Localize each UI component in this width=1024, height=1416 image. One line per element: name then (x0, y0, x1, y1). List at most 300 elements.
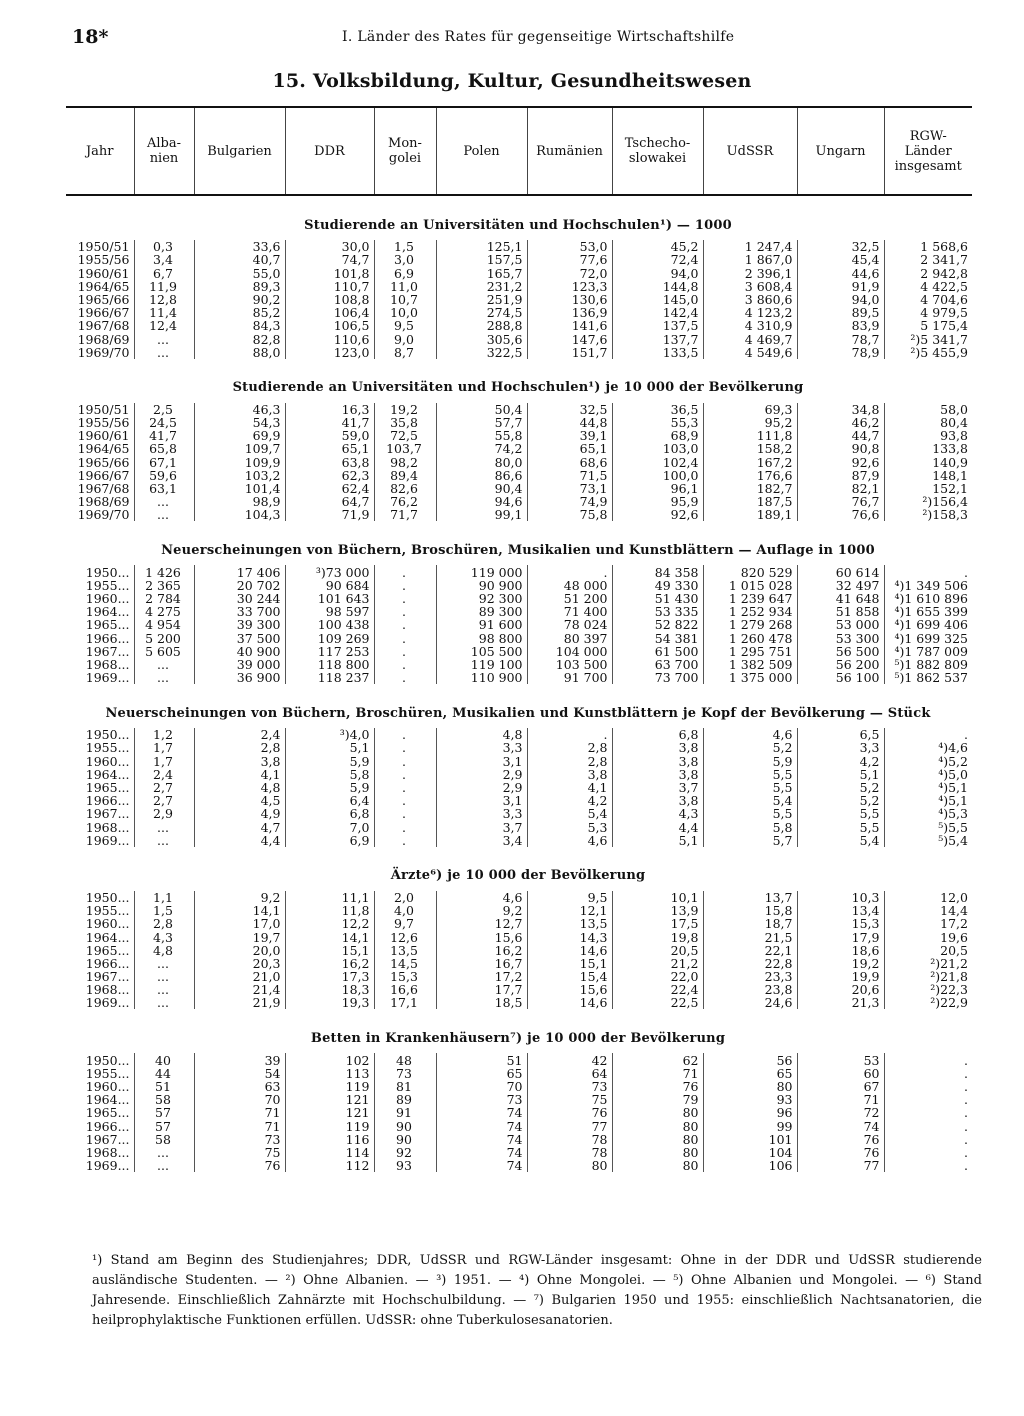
value-cell-hungary: 90,8 (797, 442, 884, 455)
value-cell-czechoslovakia: 49 330 (612, 579, 703, 592)
value-cell-ussr: 5,9 (703, 754, 797, 767)
year-cell: 1950... (85, 1052, 130, 1068)
value-cell-poland: 3,3 (436, 741, 527, 754)
value-cell-ussr: 69,3 (703, 403, 797, 416)
value-cell-comecon-total: ⁴)1 699 325 (884, 631, 972, 644)
value-cell-comecon-total: . (884, 1119, 972, 1132)
footnotes (92, 1251, 982, 1331)
value-cell-bulgaria: 21,4 (194, 983, 285, 996)
value-cell-albania: ... (134, 1159, 194, 1172)
value-cell-albania: 5 605 (134, 645, 194, 658)
table-row (66, 1093, 972, 1106)
value-cell-poland: 86,6 (436, 469, 527, 482)
value-cell-gdr: 113 (285, 1067, 374, 1080)
value-cell-ussr: 4 549,6 (703, 346, 797, 359)
value-cell-ussr: 3 860,6 (703, 293, 797, 306)
value-cell-comecon-total: 140,9 (884, 455, 972, 468)
value-cell-gdr: ³)73 000 (285, 565, 374, 578)
value-cell-comecon-total: . (884, 1093, 972, 1106)
value-cell-hungary: 77 (797, 1159, 884, 1172)
value-cell-hungary: 32 497 (797, 579, 884, 592)
year-cell: 1955... (85, 1065, 130, 1081)
value-cell-poland: 74,2 (436, 442, 527, 455)
value-cell-bulgaria: 33 700 (194, 605, 285, 618)
value-cell-czechoslovakia: 142,4 (612, 306, 703, 319)
value-cell-albania: 2,4 (134, 768, 194, 781)
value-cell-ussr: 1 279 268 (703, 618, 797, 631)
table-row (66, 834, 972, 847)
value-cell-poland: 74 (436, 1106, 527, 1119)
value-cell-albania: 12,4 (134, 319, 194, 332)
value-cell-poland: 322,5 (436, 346, 527, 359)
value-cell-bulgaria: 76 (194, 1159, 285, 1172)
year-cell: 1968... (85, 656, 130, 672)
value-cell-albania: 40 (134, 1053, 194, 1066)
value-cell-hungary: 5,5 (797, 807, 884, 820)
value-cell-albania: 41,7 (134, 429, 194, 442)
year-cell: 1965/66 (77, 291, 130, 307)
value-cell-comecon-total: ²)21,2 (884, 957, 972, 970)
value-cell-gdr: 5,1 (285, 741, 374, 754)
value-cell-ussr: 1 375 000 (703, 671, 797, 684)
value-cell-bulgaria: 75 (194, 1146, 285, 1159)
value-cell-bulgaria: 39 (194, 1053, 285, 1066)
value-cell-romania: 39,1 (527, 429, 612, 442)
value-cell-mongolia: 3,0 (374, 253, 436, 266)
value-cell-hungary: 92,6 (797, 455, 884, 468)
value-cell-comecon-total: ⁴)5,1 (884, 781, 972, 794)
value-cell-gdr: 11,1 (285, 891, 374, 904)
table-row (66, 996, 972, 1009)
table-header (66, 107, 972, 195)
value-cell-romania: 14,6 (527, 996, 612, 1009)
value-cell-bulgaria: 73 (194, 1133, 285, 1146)
value-cell-czechoslovakia: 5,1 (612, 834, 703, 847)
value-cell-comecon-total: . (884, 1080, 972, 1093)
value-cell-albania: 12,8 (134, 293, 194, 306)
value-cell-czechoslovakia: 21,2 (612, 957, 703, 970)
value-cell-czechoslovakia: 73 700 (612, 671, 703, 684)
year-cell: 1965... (85, 942, 130, 958)
year-cell: 1965... (85, 1105, 130, 1121)
value-cell-bulgaria: 70 (194, 1093, 285, 1106)
value-cell-comecon-total: 4 422,5 (884, 280, 972, 293)
value-cell-bulgaria: 4,5 (194, 794, 285, 807)
value-cell-poland: 3,3 (436, 807, 527, 820)
value-cell-czechoslovakia: 20,5 (612, 944, 703, 957)
value-cell-bulgaria: 69,9 (194, 429, 285, 442)
value-cell-albania: ... (134, 834, 194, 847)
value-cell-albania: 2,9 (134, 807, 194, 820)
value-cell-mongolia: 92 (374, 1146, 436, 1159)
value-cell-bulgaria: 37 500 (194, 631, 285, 644)
value-cell-ussr: 158,2 (703, 442, 797, 455)
value-cell-ussr: 106 (703, 1159, 797, 1172)
table-row (66, 1119, 972, 1132)
value-cell-czechoslovakia: 80 (612, 1119, 703, 1132)
table-row (66, 416, 972, 429)
value-cell-comecon-total: . (884, 1067, 972, 1080)
value-cell-bulgaria: 17 406 (194, 565, 285, 578)
value-cell-mongolia: . (374, 741, 436, 754)
value-cell-ussr: 80 (703, 1080, 797, 1093)
value-cell-poland: 2,9 (436, 768, 527, 781)
value-cell-poland: 157,5 (436, 253, 527, 266)
value-cell-mongolia: 98,2 (374, 455, 436, 468)
value-cell-poland: 73 (436, 1093, 527, 1106)
value-cell-albania: 2 365 (134, 579, 194, 592)
value-cell-gdr: 118 800 (285, 658, 374, 671)
value-cell-czechoslovakia: 80 (612, 1159, 703, 1172)
value-cell-comecon-total: 2 341,7 (884, 253, 972, 266)
value-cell-czechoslovakia: 54 381 (612, 631, 703, 644)
value-cell-bulgaria: 85,2 (194, 306, 285, 319)
value-cell-comecon-total: 14,4 (884, 904, 972, 917)
value-cell-gdr: 90 684 (285, 579, 374, 592)
value-cell-hungary: 44,7 (797, 429, 884, 442)
value-cell-ussr: 5,2 (703, 741, 797, 754)
value-cell-poland: 110 900 (436, 671, 527, 684)
section-title: Neuerscheinungen von Büchern, Broschüren, Musikalien und Kunstblättern je Kopf der Bevölkerung — Stück (105, 705, 931, 721)
table-row (66, 455, 972, 468)
value-cell-mongolia: 8,7 (374, 346, 436, 359)
value-cell-mongolia: 4,0 (374, 904, 436, 917)
value-cell-comecon-total: ⁴)5,1 (884, 794, 972, 807)
value-cell-hungary: 78,7 (797, 332, 884, 345)
value-cell-bulgaria: 39 000 (194, 658, 285, 671)
value-cell-comecon-total: ⁴)5,3 (884, 807, 972, 820)
value-cell-gdr: 101,8 (285, 266, 374, 279)
table-row (66, 319, 972, 332)
value-cell-poland: 80,0 (436, 455, 527, 468)
value-cell-romania: 76 (527, 1106, 612, 1119)
value-cell-ussr: 23,8 (703, 983, 797, 996)
value-cell-comecon-total: ²)22,9 (884, 996, 972, 1009)
value-cell-hungary: 10,3 (797, 891, 884, 904)
value-cell-romania: 4,1 (527, 781, 612, 794)
value-cell-hungary: 72 (797, 1106, 884, 1119)
table-row (66, 592, 972, 605)
column-header-mongolia: Mon- golei (374, 107, 436, 195)
value-cell-hungary: 51 858 (797, 605, 884, 618)
value-cell-mongolia: . (374, 781, 436, 794)
value-cell-comecon-total: ²)156,4 (884, 495, 972, 508)
value-cell-czechoslovakia: 103,0 (612, 442, 703, 455)
year-cell: 1967/68 (77, 481, 130, 496)
value-cell-mongolia: 35,8 (374, 416, 436, 429)
table-row (66, 280, 972, 293)
value-cell-mongolia: 15,3 (374, 970, 436, 983)
value-cell-albania: 2,5 (134, 403, 194, 416)
table-row (66, 891, 972, 904)
value-cell-poland: 12,7 (436, 917, 527, 930)
value-cell-ussr: 23,3 (703, 970, 797, 983)
page-number: 18* (72, 26, 109, 48)
value-cell-poland: 15,6 (436, 930, 527, 943)
year-cell: 1966... (85, 955, 130, 971)
value-cell-poland: 165,7 (436, 266, 527, 279)
value-cell-romania: 15,1 (527, 957, 612, 970)
value-cell-czechoslovakia: 22,5 (612, 996, 703, 1009)
value-cell-comecon-total: 58,0 (884, 403, 972, 416)
value-cell-romania: 104 000 (527, 645, 612, 658)
value-cell-mongolia: 12,6 (374, 930, 436, 943)
value-cell-albania: 0,3 (134, 240, 194, 253)
value-cell-comecon-total: ⁵)5,4 (884, 834, 972, 847)
table-row (66, 508, 972, 521)
value-cell-gdr: 121 (285, 1093, 374, 1106)
value-cell-mongolia: . (374, 794, 436, 807)
section-heading-row (66, 684, 972, 728)
year-cell: 1960... (85, 753, 130, 769)
value-cell-mongolia: 6,9 (374, 266, 436, 279)
value-cell-poland: 74 (436, 1133, 527, 1146)
value-cell-albania: ... (134, 658, 194, 671)
value-cell-comecon-total: ⁴)1 787 009 (884, 645, 972, 658)
value-cell-hungary: 34,8 (797, 403, 884, 416)
value-cell-romania: 53,0 (527, 240, 612, 253)
value-cell-gdr: 5,9 (285, 781, 374, 794)
value-cell-romania: 3,8 (527, 768, 612, 781)
year-cell: 1955... (85, 577, 130, 593)
value-cell-ussr: 18,7 (703, 917, 797, 930)
year-cell: 1950/51 (77, 401, 130, 417)
value-cell-czechoslovakia: 55,3 (612, 416, 703, 429)
year-cell: 1960... (85, 916, 130, 932)
year-cell: 1969... (85, 1158, 130, 1174)
value-cell-albania: 1,7 (134, 741, 194, 754)
value-cell-ussr: 1 252 934 (703, 605, 797, 618)
value-cell-czechoslovakia: 52 822 (612, 618, 703, 631)
year-cell: 1964/65 (77, 278, 130, 294)
value-cell-ussr: 5,7 (703, 834, 797, 847)
value-cell-bulgaria: 21,9 (194, 996, 285, 1009)
value-cell-czechoslovakia: 19,8 (612, 930, 703, 943)
value-cell-gdr: 17,3 (285, 970, 374, 983)
value-cell-hungary: 5,4 (797, 834, 884, 847)
value-cell-romania: 2,8 (527, 754, 612, 767)
value-cell-albania: 4 954 (134, 618, 194, 631)
table-row (66, 618, 972, 631)
value-cell-bulgaria: 82,8 (194, 332, 285, 345)
table-row (66, 917, 972, 930)
value-cell-romania: 42 (527, 1053, 612, 1066)
value-cell-poland: 16,2 (436, 944, 527, 957)
column-header-year: Jahr (66, 107, 134, 195)
year-cell: 1955/56 (77, 252, 130, 268)
value-cell-mongolia: 2,0 (374, 891, 436, 904)
value-cell-mongolia: . (374, 768, 436, 781)
value-cell-bulgaria: 2,4 (194, 728, 285, 741)
table-row (66, 266, 972, 279)
column-header-poland: Polen (436, 107, 527, 195)
value-cell-poland: 3,1 (436, 754, 527, 767)
table-row (66, 332, 972, 345)
year-cell: 1966/67 (77, 305, 130, 321)
table-row (66, 605, 972, 618)
value-cell-mongolia: 1,5 (374, 240, 436, 253)
value-cell-mongolia: 9,0 (374, 332, 436, 345)
table-row (66, 240, 972, 253)
value-cell-albania: ... (134, 346, 194, 359)
year-cell: 1967/68 (77, 318, 130, 334)
value-cell-albania: 1,5 (134, 904, 194, 917)
value-cell-gdr: 106,5 (285, 319, 374, 332)
value-cell-albania: 59,6 (134, 469, 194, 482)
table-row (66, 1080, 972, 1093)
value-cell-albania: 4,3 (134, 930, 194, 943)
value-cell-hungary: 89,5 (797, 306, 884, 319)
value-cell-poland: 17,7 (436, 983, 527, 996)
value-cell-ussr: 13,7 (703, 891, 797, 904)
footnote-text: ¹) Stand am Beginn des Studienjahres; DDR, UdSSR und RGW-Länder insgesamt: Ohne in der DDR und UdSSR studierende ausländische Studenten. — ²) Ohne Albanien. — ³) 1951. — ⁴) Ohne Mongolei. — ⁵) Ohne Albanien und Mongolei. — ⁶) Stand Jahresende. Einschließlich Zahnärzte mit Hochschulbildung. — ⁷) Bulgarien 1950 und 1955: einschließlich Nachtsanatorien, die heilprophylaktische Funktionen erfüllen. UdSSR: ohne Tuberkulosesanatorien. (92, 1253, 982, 1328)
value-cell-romania: 68,6 (527, 455, 612, 468)
value-cell-romania: 5,4 (527, 807, 612, 820)
value-cell-mongolia: 89 (374, 1093, 436, 1106)
value-cell-bulgaria: 30 244 (194, 592, 285, 605)
value-cell-ussr: 5,4 (703, 794, 797, 807)
value-cell-czechoslovakia: 10,1 (612, 891, 703, 904)
value-cell-poland: 74 (436, 1119, 527, 1132)
value-cell-mongolia: 9,7 (374, 917, 436, 930)
value-cell-hungary: 56 100 (797, 671, 884, 684)
year-cell: 1967... (85, 1131, 130, 1147)
value-cell-ussr: 1 015 028 (703, 579, 797, 592)
year-cell: 1966... (85, 630, 130, 646)
value-cell-ussr: 182,7 (703, 482, 797, 495)
value-cell-hungary: 18,6 (797, 944, 884, 957)
value-cell-romania: . (527, 728, 612, 741)
value-cell-hungary: 91,9 (797, 280, 884, 293)
value-cell-bulgaria: 101,4 (194, 482, 285, 495)
value-cell-hungary: 5,5 (797, 820, 884, 833)
value-cell-albania: 1,2 (134, 728, 194, 741)
value-cell-bulgaria: 40,7 (194, 253, 285, 266)
value-cell-romania: 9,5 (527, 891, 612, 904)
value-cell-hungary: 5,2 (797, 781, 884, 794)
value-cell-romania: 14,3 (527, 930, 612, 943)
table-row (66, 728, 972, 741)
table-row (66, 645, 972, 658)
column-header-ussr: UdSSR (703, 107, 797, 195)
value-cell-ussr: 1 295 751 (703, 645, 797, 658)
year-cell: 1964... (85, 766, 130, 782)
value-cell-mongolia: 10,7 (374, 293, 436, 306)
value-cell-czechoslovakia: 137,5 (612, 319, 703, 332)
value-cell-mongolia: 89,4 (374, 469, 436, 482)
value-cell-romania: 71,5 (527, 469, 612, 482)
value-cell-romania: 103 500 (527, 658, 612, 671)
value-cell-albania: 2,7 (134, 794, 194, 807)
year-cell: 1969/70 (77, 344, 130, 360)
value-cell-poland: 51 (436, 1053, 527, 1066)
value-cell-czechoslovakia: 6,8 (612, 728, 703, 741)
year-cell: 1968... (85, 982, 130, 998)
value-cell-poland: 3,4 (436, 834, 527, 847)
value-cell-comecon-total: . (884, 565, 972, 578)
value-cell-albania: 2,7 (134, 781, 194, 794)
column-header-albania: Alba- nien (134, 107, 194, 195)
table-row (66, 1067, 972, 1080)
value-cell-hungary: 76 (797, 1146, 884, 1159)
value-cell-hungary: 67 (797, 1080, 884, 1093)
value-cell-bulgaria: 4,7 (194, 820, 285, 833)
value-cell-gdr: 62,3 (285, 469, 374, 482)
value-cell-czechoslovakia: 100,0 (612, 469, 703, 482)
section-heading-row (66, 1009, 972, 1053)
value-cell-albania: 5 200 (134, 631, 194, 644)
value-cell-gdr: 119 (285, 1119, 374, 1132)
value-cell-poland: 92 300 (436, 592, 527, 605)
value-cell-comecon-total: ⁴)5,0 (884, 768, 972, 781)
value-cell-bulgaria: 54,3 (194, 416, 285, 429)
value-cell-hungary: 44,6 (797, 266, 884, 279)
section-title: Neuerscheinungen von Büchern, Broschüren, Musikalien und Kunstblättern — Auflage in 1000 (161, 542, 875, 558)
value-cell-czechoslovakia: 3,8 (612, 741, 703, 754)
value-cell-ussr: 5,5 (703, 768, 797, 781)
value-cell-poland: 305,6 (436, 332, 527, 345)
year-cell: 1967... (85, 806, 130, 822)
value-cell-comecon-total: ⁴)4,6 (884, 741, 972, 754)
table-row (66, 794, 972, 807)
value-cell-albania: ... (134, 508, 194, 521)
year-cell: 1966... (85, 793, 130, 809)
value-cell-albania: ... (134, 495, 194, 508)
table-row (66, 1053, 972, 1066)
value-cell-comecon-total: ⁴)1 655 399 (884, 605, 972, 618)
value-cell-czechoslovakia: 61 500 (612, 645, 703, 658)
value-cell-ussr: 24,6 (703, 996, 797, 1009)
value-cell-poland: 89 300 (436, 605, 527, 618)
value-cell-poland: 74 (436, 1159, 527, 1172)
year-cell: 1965... (85, 780, 130, 795)
value-cell-comecon-total: 1 568,6 (884, 240, 972, 253)
value-cell-czechoslovakia: 71 (612, 1067, 703, 1080)
value-cell-czechoslovakia: 79 (612, 1093, 703, 1106)
year-cell: 1965... (85, 617, 130, 633)
value-cell-albania: ... (134, 983, 194, 996)
value-cell-czechoslovakia: 17,5 (612, 917, 703, 930)
section-title: Studierende an Universitäten und Hochschulen¹) je 10 000 der Bevölkerung (232, 380, 804, 396)
value-cell-ussr: 15,8 (703, 904, 797, 917)
value-cell-hungary: 60 (797, 1067, 884, 1080)
value-cell-hungary: 13,4 (797, 904, 884, 917)
table-row (66, 293, 972, 306)
value-cell-romania: 130,6 (527, 293, 612, 306)
value-cell-hungary: 56 500 (797, 645, 884, 658)
value-cell-poland: 55,8 (436, 429, 527, 442)
value-cell-albania: 44 (134, 1067, 194, 1080)
value-cell-poland: 16,7 (436, 957, 527, 970)
value-cell-gdr: 121 (285, 1106, 374, 1119)
value-cell-romania: 77,6 (527, 253, 612, 266)
value-cell-bulgaria: 109,7 (194, 442, 285, 455)
value-cell-hungary: 46,2 (797, 416, 884, 429)
value-cell-hungary: 76,6 (797, 508, 884, 521)
value-cell-mongolia: . (374, 645, 436, 658)
value-cell-comecon-total: 80,4 (884, 416, 972, 429)
statistics-table (66, 106, 972, 1172)
value-cell-hungary: 94,0 (797, 293, 884, 306)
value-cell-ussr: 167,2 (703, 455, 797, 468)
value-cell-romania: 4,6 (527, 834, 612, 847)
value-cell-czechoslovakia: 3,8 (612, 768, 703, 781)
value-cell-mongolia: . (374, 807, 436, 820)
value-cell-romania: 151,7 (527, 346, 612, 359)
value-cell-romania: 5,3 (527, 820, 612, 833)
value-cell-ussr: 96 (703, 1106, 797, 1119)
value-cell-bulgaria: 2,8 (194, 741, 285, 754)
